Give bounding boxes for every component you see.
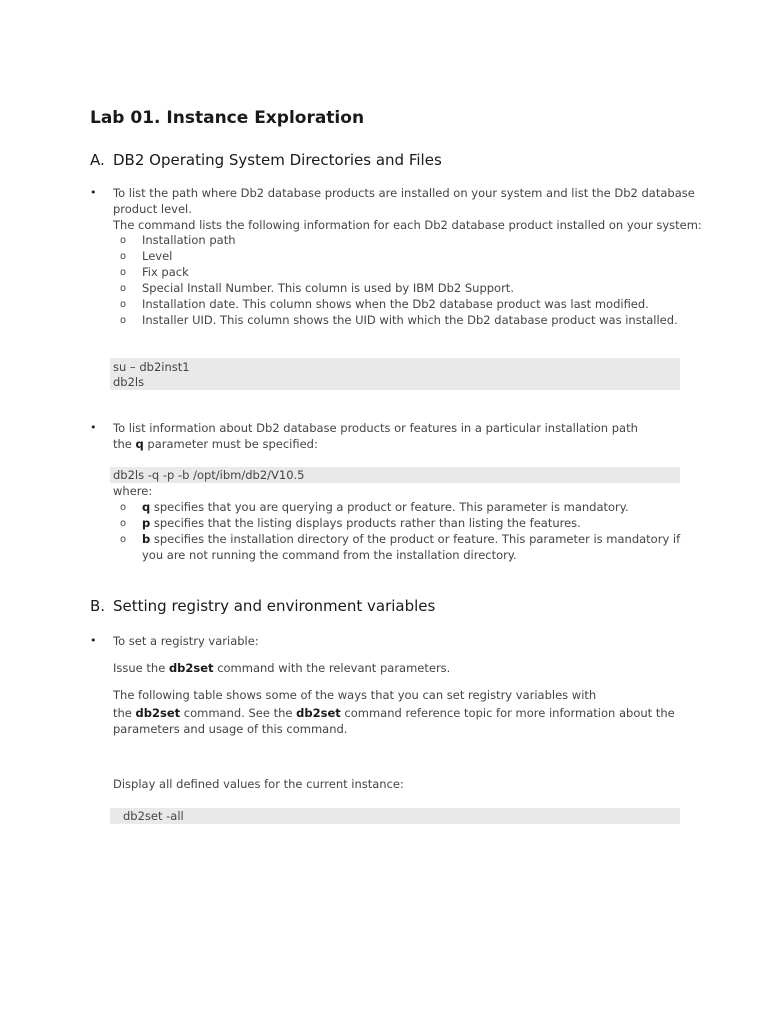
page-title: Lab 01. Instance Exploration [90, 108, 365, 128]
para-line1: The following table shows some of the ways that you can set registry variables with [113, 688, 597, 702]
code1-line2: db2ls [113, 375, 145, 389]
para-line3: parameters and usage of this command. [113, 722, 348, 736]
param-b: b specifies the installation directory of the product or feature. This parameter is mandatory if [142, 532, 681, 546]
subitem-special-install-number: Special Install Number. This column is used by IBM Db2 Support. [142, 281, 514, 295]
section-a-heading: DB2 Operating System Directories and Files [113, 151, 442, 169]
sub-marker: o [120, 267, 127, 278]
sub-marker: o [120, 283, 127, 294]
sub-marker: o [120, 299, 127, 310]
sub-marker: o [120, 235, 127, 246]
sub-marker: o [120, 251, 127, 262]
bullet2-line2: the q parameter must be specified: [113, 437, 318, 451]
code-block-3 [110, 808, 680, 824]
code3-line: db2set -all [123, 809, 184, 823]
code2-line: db2ls -q -p -b /opt/ibm/db2/V10.5 [113, 468, 305, 482]
section-b-heading: Setting registry and environment variables [113, 597, 436, 615]
bullet-marker: • [90, 421, 97, 434]
param-p: p specifies that the listing displays products rather than listing the features. [142, 516, 581, 530]
sub-marker: o [120, 315, 127, 326]
sub-marker: o [120, 534, 127, 545]
subitem-level: Level [142, 249, 173, 263]
where-label: where: [113, 484, 153, 498]
sub-marker: o [120, 518, 127, 529]
code-block-1 [110, 358, 680, 390]
subitem-installation-date: Installation date. This column shows when the Db2 database product was last modified. [142, 297, 649, 311]
display-label: Display all defined values for the current instance: [113, 777, 404, 791]
bullet1-line3: The command lists the following information for each Db2 database product installed on your system: [113, 218, 702, 232]
subitem-installer-uid: Installer UID. This column shows the UID with which the Db2 database product was installed. [142, 313, 678, 327]
sub-marker: o [120, 502, 127, 513]
param-b-continued: you are not running the command from the installation directory. [142, 548, 517, 562]
issue-line: Issue the db2set command with the relevant parameters. [113, 661, 451, 675]
section-b-bullet1: To set a registry variable: [113, 634, 259, 648]
section-a-letter: A. [90, 151, 105, 169]
subitem-installation-path: Installation path [142, 233, 236, 247]
bullet1-line1: To list the path where Db2 database products are installed on your system and list the Db2 database [113, 186, 695, 200]
para-line2: the db2set command. See the db2set command reference topic for more information about the [113, 706, 675, 720]
bullet-marker: • [90, 186, 97, 199]
bullet1-line2: product level. [113, 202, 192, 216]
bullet2-line1: To list information about Db2 database products or features in a particular installation path [113, 421, 638, 435]
section-b-letter: B. [90, 597, 106, 615]
param-q: q specifies that you are querying a product or feature. This parameter is mandatory. [142, 500, 629, 514]
code1-line1: su – db2inst1 [113, 360, 190, 374]
subitem-fix-pack: Fix pack [142, 265, 189, 279]
bullet-marker: • [90, 634, 97, 647]
